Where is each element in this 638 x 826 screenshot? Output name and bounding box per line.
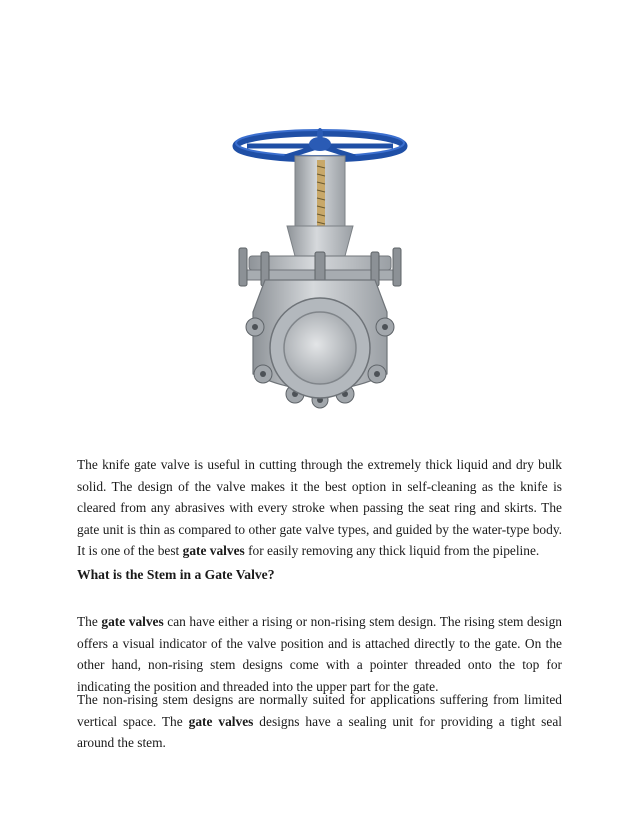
paragraph-knife-gate-valve: [77, 454, 562, 562]
paragraph-stem-design: [77, 611, 562, 697]
handwheel: [236, 128, 404, 159]
gate-valves-keyword: gate valves: [188, 713, 254, 729]
valve-body: [246, 280, 394, 408]
valve-yoke: [287, 156, 353, 256]
paragraph-text: The knife gate valve is useful in cutting through the extremely thick liquid and dry bulk solid. The design of the valve makes it the best option in self-cleaning as the knife is cleared from any abrasives with every stroke when passing the seat ring and skirts. The gate unit is thin as compared to other gate valve types, and guided by the water-type body. It is one of the best: [77, 457, 562, 558]
gate-valves-keyword: gate valves: [182, 543, 245, 558]
gate-valve-illustration: [225, 122, 415, 412]
paragraph-text: The non-rising stem designs are normally suited for applications suffering from limited vertical space. The: [77, 692, 562, 729]
gate-valves-keyword: gate valves: [101, 614, 164, 629]
section-heading: What is the Stem in a Gate Valve?: [77, 567, 275, 582]
paragraph-text: designs have a sealing unit for providing a tight seal around the stem.: [77, 713, 562, 750]
paragraph-text: for easily removing any thick liquid from the pipeline.: [244, 543, 540, 558]
paragraph-text: can have either a rising or non-rising stem design. The rising stem design offers a visual indicator of the valve position and is attached directly to the gate. On the other hand, non-rising stem designs come with a pointer threaded onto the top for indicating the position and threaded into the upper part for the gate.: [77, 614, 562, 694]
paragraph-text: The: [77, 614, 102, 629]
gate-valve-image: [225, 122, 415, 412]
paragraph-non-rising-stem: [77, 689, 562, 754]
